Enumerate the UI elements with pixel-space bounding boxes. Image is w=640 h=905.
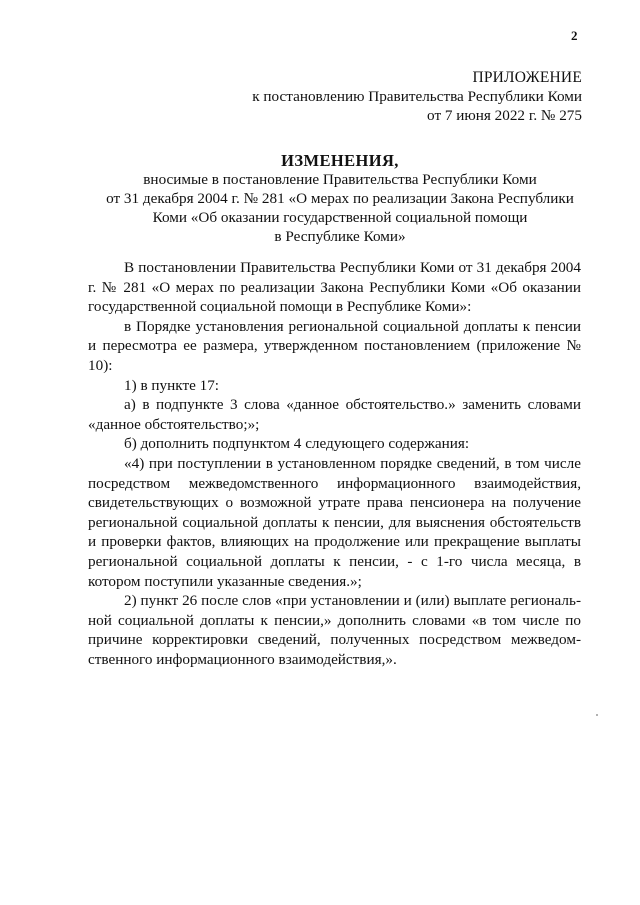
- appendix-header: [162, 68, 582, 125]
- page-number: 2: [571, 28, 578, 43]
- paragraph-item-2: 2) пункт 26 после слов «при установлении и (или) выплате региональной социальной доплаты к пенсии,» дополнить словами «в том числе по причине корректировки сведений, полученных посредством межведомственного информационного взаимодействия,».: [88, 592, 581, 668]
- appendix-line-resolution: к постановлению Правительства Республики Коми: [252, 88, 582, 105]
- changes-subtitle-line: вносимые в постановление Правительства Республики Коми: [143, 171, 537, 188]
- changes-title: ИЗМЕНЕНИЯ,: [281, 151, 399, 170]
- paragraph-new-subitem-4: «4) при поступлении в установленном порядке сведений, в том числе посредством межведомственного информационного взаимодействия, свидетельствующих о возможной утрате права пенсионера на получение региональной социальной доплаты к пенсии, для выяснения обстоятельств и проверки фактов, влияющих на продолжение или прекращение выплаты региональной социальной доплаты к пенсии, - с 1-го числа месяца, в котором поступили указанные сведения.»;: [88, 454, 581, 590]
- scan-speck: [596, 714, 598, 716]
- document-body: [88, 258, 581, 669]
- appendix-title: ПРИЛОЖЕНИЕ: [472, 69, 582, 86]
- changes-heading: [80, 151, 600, 246]
- changes-subtitle-line: Коми «Об оказании государственной социальной помощи: [152, 209, 528, 226]
- paragraph-procedure: в Порядке установления региональной социальной доплаты к пенсии и пересмотра ее размера, утвержденном постановлением (приложение № 10):: [88, 317, 581, 374]
- paragraph-intro: В постановлении Правительства Республики Коми от 31 декабря 2004 г. № 281 «О мерах по реализации Закона Республики Коми «Об оказании государственной социальной помощи в Республике Коми»:: [88, 259, 581, 316]
- paragraph-item-1: 1) в пункте 17:: [124, 376, 220, 394]
- paragraph-subitem-b: б) дополнить подпунктом 4 следующего содержания:: [124, 435, 470, 453]
- appendix-line-date: от 7 июня 2022 г. № 275: [427, 107, 582, 124]
- changes-subtitle-line: в Республике Коми»: [274, 228, 406, 245]
- paragraph-subitem-a: а) в подпункте 3 слова «данное обстоятельство.» заменить словами «данное обстоятельство;»;: [88, 396, 581, 433]
- changes-subtitle-line: от 31 декабря 2004 г. № 281 «О мерах по реализации Закона Республики: [106, 190, 574, 207]
